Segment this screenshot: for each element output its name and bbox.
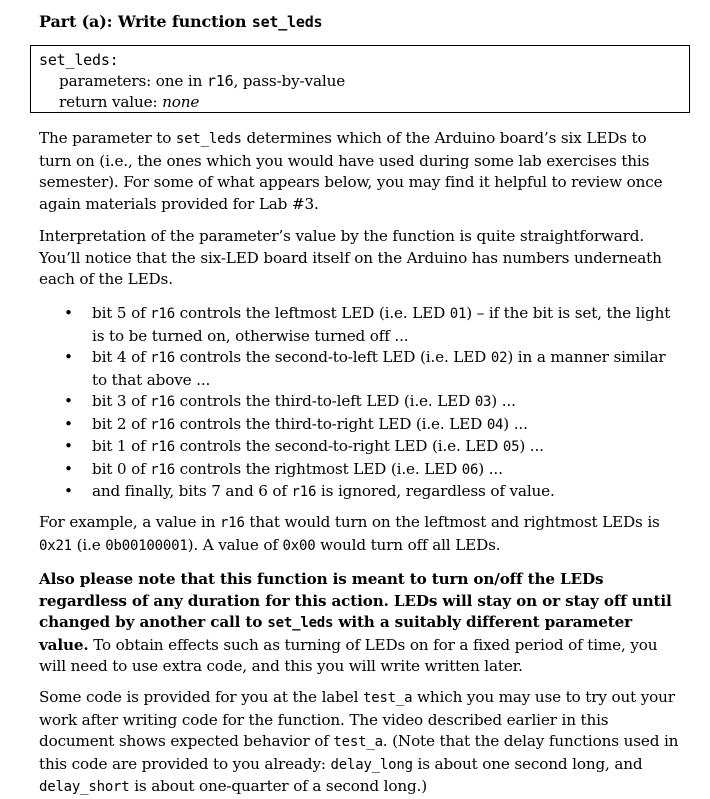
paragraph-note: Also please note that this function is meant to turn on/off the LEDs regardless of any duration for this action. LEDs will stay on or stay off until changed by another call to set_leds with a suitably different parameter value. To obtain effects such as turning of LEDs on for a fixed period of time, you will need to use extra code, and this you will write written later. <box>39 570 672 675</box>
section-heading <box>39 11 679 34</box>
bullet-dot: • <box>64 348 73 366</box>
paragraph-intro: The parameter to set_leds determines which of the Arduino board’s six LEDs to turn on (i.e., the ones which you would have used during some lab exercises this semester). For some of what appears below, you may find it helpful to review once again materials provided for Lab #3. <box>39 129 663 213</box>
paragraph-interpretation: Interpretation of the parameter’s value by the function is quite straightforward. You’ll notice that the six-LED board itself on the Arduino has numbers underneath each of the LEDs. <box>39 227 662 288</box>
signature-return: return value: none <box>59 93 200 111</box>
heading-func: set_leds <box>251 13 323 31</box>
signature-box <box>30 45 690 113</box>
bullet-dot: • <box>64 414 73 433</box>
signature-name: set_leds: <box>39 51 119 69</box>
list-item: • bit 2 of r16 controls the third-to-right LED (i.e. LED 04) ... <box>62 414 672 437</box>
list-item: • and finally, bits 7 and 6 of r16 is ignored, regardless of value. <box>62 481 672 504</box>
signature-params: parameters: one in r16, pass-by-value <box>59 72 346 90</box>
bullet-dot: • <box>64 437 73 455</box>
bullet-dot: • <box>64 459 73 478</box>
paragraph-test-code: Some code is provided for you at the label test_a which you may use to try out your work after writing code for the function. The video described earlier in this document shows expected behavior of test_a. (Note that the delay functions used in this code are provided to you already: delay_long is about one second long, and delay_short is about one-quarter of a second long.) <box>39 688 679 795</box>
list-item: • bit 5 of r16 controls the leftmost LED (i.e. LED 01) – if the bit is set, the light is to be turned on, otherwise turned off ... <box>64 304 671 345</box>
list-item: • bit 0 of r16 controls the rightmost LED (i.e. LED 06) ... <box>62 459 672 482</box>
heading-text: Part (a): Write function <box>39 12 252 31</box>
paragraph-example: For example, a value in r16 that would turn on the leftmost and rightmost LEDs is 0x21 (i.e 0b00100001). A value of 0x00 would turn off all LEDs. <box>39 513 660 554</box>
list-item: • bit 1 of r16 controls the second-to-right LED (i.e. LED 05) ... <box>62 436 672 459</box>
list-item: • bit 4 of r16 controls the second-to-left LED (i.e. LED 02) in a manner similar to that above ... <box>64 348 666 389</box>
list-item: • bit 3 of r16 controls the third-to-left LED (i.e. LED 03) ... <box>62 391 672 414</box>
bullet-dot: • <box>64 304 73 322</box>
bit-list <box>62 303 672 504</box>
bullet-dot: • <box>64 482 73 500</box>
bullet-dot: • <box>64 392 73 410</box>
